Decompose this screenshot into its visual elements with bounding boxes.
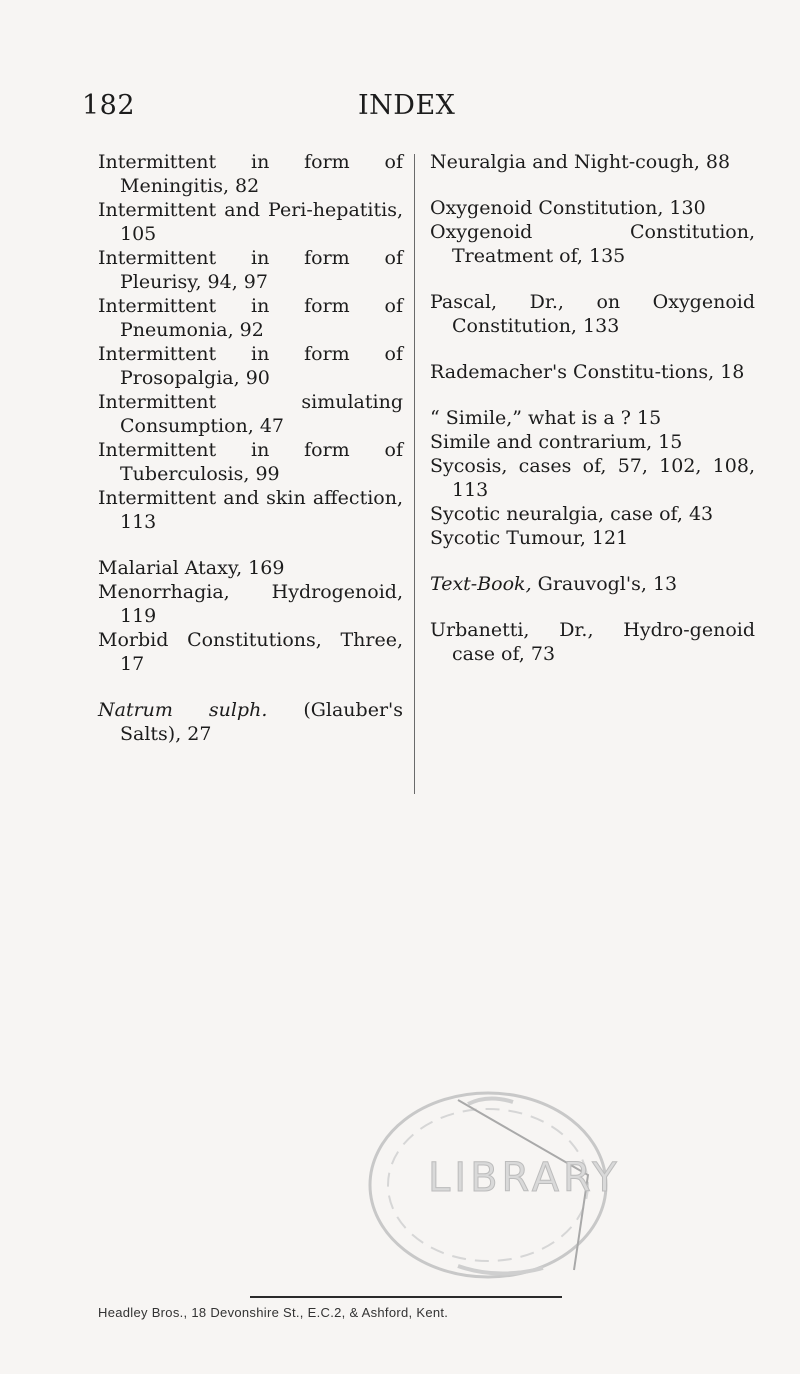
- index-entry-rest: Grauvogl's, 13: [531, 573, 678, 595]
- index-entry: Morbid Constitutions, Three, 17: [98, 629, 403, 675]
- running-head: INDEX: [358, 90, 456, 121]
- index-entry: Urbanetti, Dr., Hydro-genoid case of, 73: [430, 619, 755, 665]
- index-entry: Oxygenoid Constitution, Treatment of, 135: [430, 221, 755, 267]
- index-entry: Sycosis, cases of, 57, 102, 108, 113: [430, 455, 755, 501]
- index-entry: Intermittent in form of Pleurisy, 94, 97: [98, 247, 403, 293]
- page-header: [0, 90, 800, 130]
- index-entry: Sycotic neuralgia, case of, 43: [430, 503, 714, 525]
- index-entry: Intermittent simulating Consumption, 47: [98, 391, 403, 437]
- footer-rule: [250, 1296, 562, 1298]
- index-entry-italic: Text-Book,: [430, 573, 532, 595]
- index-entry: Pascal, Dr., on Oxygenoid Constitution, 133: [430, 291, 755, 337]
- index-entry: Intermittent in form of Prosopalgia, 90: [98, 343, 403, 389]
- index-entry: Menorrhagia, Hydrogenoid, 119: [98, 581, 403, 627]
- index-entry: Intermittent in form of Meningitis, 82: [98, 151, 403, 197]
- index-entry: Oxygenoid Constitution, 130: [430, 197, 706, 219]
- index-entry: “ Simile,” what is a ? 15: [430, 407, 662, 429]
- index-column-left: [98, 150, 403, 746]
- library-stamp: [338, 1080, 638, 1290]
- index-column-right: [430, 150, 755, 666]
- index-entry: Intermittent in form of Tuberculosis, 99: [98, 439, 403, 485]
- index-entry: Rademacher's Constitu-tions, 18: [430, 361, 745, 383]
- index-entry: [430, 572, 755, 596]
- index-entry: Neuralgia and Night-cough, 88: [430, 151, 731, 173]
- index-entry: Intermittent in form of Pneumonia, 92: [98, 295, 403, 341]
- index-entry: Malarial Ataxy, 169: [98, 557, 285, 579]
- index-entry: Intermittent and skin affection, 113: [98, 487, 403, 533]
- page-number: 182: [82, 90, 136, 121]
- index-entry: [98, 698, 403, 746]
- index-entry-italic: Natrum sulph.: [98, 699, 268, 721]
- column-divider: [414, 154, 415, 794]
- printer-imprint: Headley Bros., 18 Devonshire St., E.C.2, & Ashford, Kent.: [98, 1305, 449, 1320]
- index-entry: Intermittent and Peri-hepatitis, 105: [98, 199, 403, 245]
- index-entry-rest: (Glauber's Salts), 27: [120, 699, 404, 745]
- stamp-text: LIBRARY: [428, 1155, 621, 1201]
- index-entry: Sycotic Tumour, 121: [430, 527, 629, 549]
- index-entry: Simile and contrarium, 15: [430, 431, 683, 453]
